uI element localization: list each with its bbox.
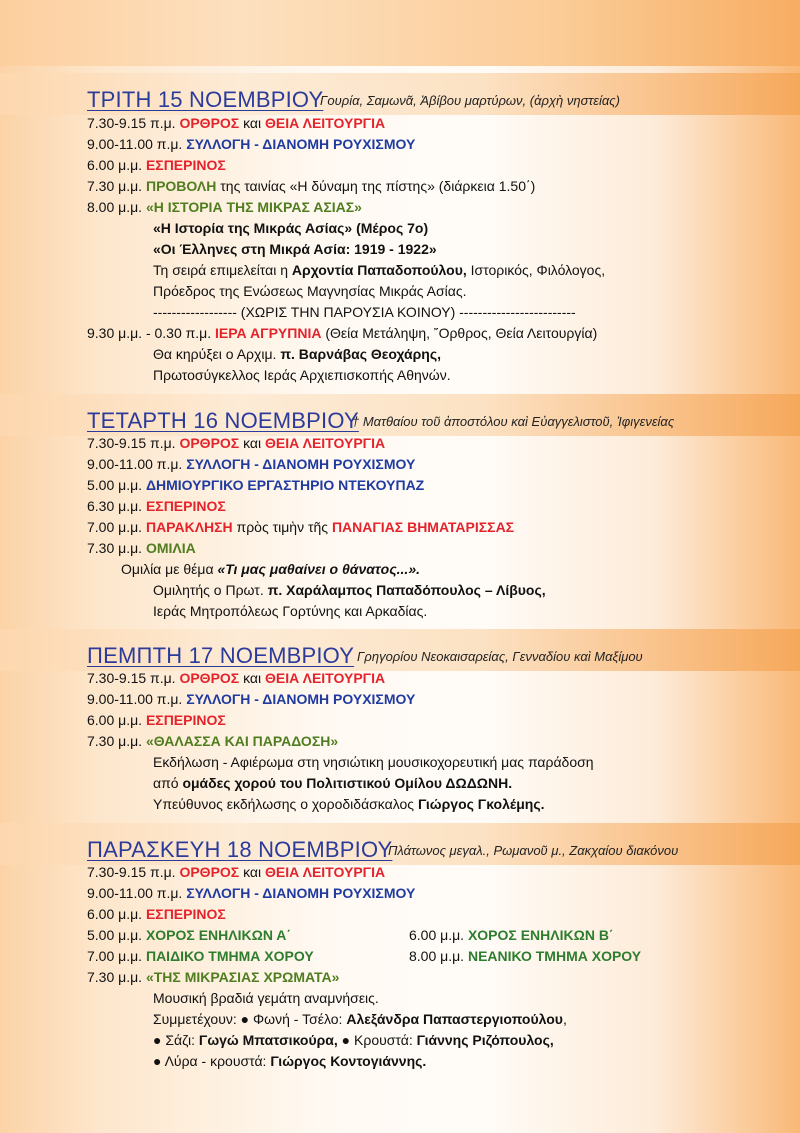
schedule-line: 6.30 μ.μ. ΕΣΠΕΡΙΝΟΣ	[87, 498, 226, 514]
saints-of-day: † Ματθαίου τοῦ ἀποστόλου καὶ Εὐαγγελιστοῦ, Ἰφιγενείας	[352, 414, 675, 429]
day-heading: ΠΕΜΠΤΗ 17 ΝΟΕΜΒΡΙΟΥ	[87, 643, 355, 668]
schedule-line: 9.00-11.00 π.μ. ΣΥΛΛΟΓΗ - ΔΙΑΝΟΜΗ ΡΟΥΧΙΣΜΟΥ	[87, 456, 416, 472]
saints-of-day: Πλάτωνος μεγαλ., Ρωμανοῦ μ., Ζακχαίου διακόνου	[388, 843, 679, 858]
schedule-line-right: 6.00 μ.μ. ΧΟΡΟΣ ΕΝΗΛΙΚΩΝ Β΄	[409, 927, 614, 943]
detail-line: Τη σειρά επιμελείται η Αρχοντία Παπαδοπούλου, Ιστορικός, Φιλόλογος,	[153, 262, 606, 278]
schedule-line: 7.00 μ.μ. ΠΑΙΔΙΚΟ ΤΜΗΜΑ ΧΟΡΟΥ 8.00 μ.μ. ΝΕΑΝΙΚΟ ΤΜΗΜΑ ΧΟΡΟΥ	[87, 946, 777, 967]
schedule-line: 9.00-11.00 π.μ. ΣΥΛΛΟΓΗ - ΔΙΑΝΟΜΗ ΡΟΥΧΙΣΜΟΥ	[87, 691, 416, 707]
detail-line: ● Σάζι: Γωγώ Μπατσικούρα, ● Κρουστά: Γιάννης Ριζόπουλος,	[153, 1032, 554, 1048]
detail-line: Πρόεδρος της Ενώσεως Μαγνησίας Μικράς Ασίας.	[153, 283, 467, 299]
schedule-list	[87, 113, 777, 386]
schedule-list	[87, 862, 777, 1072]
detail-line: ------------------ (ΧΩΡΙΣ ΤΗΝ ΠΑΡΟΥΣΙΑ ΚΟΙΝΟΥ) -------------------------	[153, 304, 576, 320]
detail-line: Πρωτοσύγκελλος Ιεράς Αρχιεπισκοπής Αθηνών.	[153, 367, 451, 383]
schedule-line: 7.30-9.15 π.μ. ΟΡΘΡΟΣ και ΘΕΙΑ ΛΕΙΤΟΥΡΓΙΑ	[87, 864, 386, 880]
schedule-line: 9.30 μ.μ. - 0.30 π.μ. ΙΕΡΑ ΑΓΡΥΠΝΙΑ (Θεία Μετάληψη, ῎Ορθρος, Θεία Λειτουργία)	[87, 325, 598, 341]
detail-line: Υπεύθυνος εκδήλωσης ο χοροδιδάσκαλος Γιώργος Γκολέμης.	[153, 796, 545, 812]
top-band	[0, 0, 800, 66]
detail-line: από ομάδες χορού του Πολιτιστικού Ομίλου ΔΩΔΩΝΗ.	[153, 775, 513, 791]
schedule-line: 9.00-11.00 π.μ. ΣΥΛΛΟΓΗ - ΔΙΑΝΟΜΗ ΡΟΥΧΙΣΜΟΥ	[87, 885, 416, 901]
day-heading: ΤΕΤΑΡΤΗ 16 ΝΟΕΜΒΡΙΟΥ	[87, 408, 359, 433]
schedule-line: 7.30 μ.μ. «ΘΑΛΑΣΣΑ ΚΑΙ ΠΑΡΑΔΟΣΗ»	[87, 733, 339, 749]
schedule-line: 6.00 μ.μ. ΕΣΠΕΡΙΝΟΣ	[87, 906, 226, 922]
schedule-line-right: 8.00 μ.μ. ΝΕΑΝΙΚΟ ΤΜΗΜΑ ΧΟΡΟΥ	[409, 948, 642, 964]
detail-line: Ομιλία με θέμα «Τι μας μαθαίνει ο θάνατος...».	[121, 561, 420, 577]
detail-line: Εκδήλωση - Αφιέρωμα στη νησιώτικη μουσικοχορευτική μας παράδοση	[153, 754, 594, 770]
schedule-line: 7.30 μ.μ. ΟΜΙΛΙΑ	[87, 540, 196, 556]
saints-of-day: Γουρία, Σαμωνᾶ, Ἀβίβου μαρτύρων, (ἀρχὴ νηστείας)	[320, 93, 620, 108]
saints-of-day: Γρηγορίου Νεοκαισαρείας, Γενναδίου καὶ Μαξίμου	[357, 649, 643, 664]
schedule-line: 7.00 μ.μ. ΠΑΡΑΚΛΗΣΗ πρὸς τιμὴν τῆς ΠΑΝΑΓΙΑΣ ΒΗΜΑΤΑΡΙΣΣΑΣ	[87, 519, 515, 535]
schedule-line: 5.00 μ.μ. ΧΟΡΟΣ ΕΝΗΛΙΚΩΝ Α΄ 6.00 μ.μ. ΧΟΡΟΣ ΕΝΗΛΙΚΩΝ Β΄	[87, 925, 777, 946]
schedule-line: 6.00 μ.μ. ΕΣΠΕΡΙΝΟΣ	[87, 712, 226, 728]
schedule-line: 5.00 μ.μ. ΔΗΜΙΟΥΡΓΙΚΟ ΕΡΓΑΣΤΗΡΙΟ ΝΤΕΚΟΥΠΑΖ	[87, 477, 425, 493]
schedule-line: 9.00-11.00 π.μ. ΣΥΛΛΟΓΗ - ΔΙΑΝΟΜΗ ΡΟΥΧΙΣΜΟΥ	[87, 136, 416, 152]
schedule-line: 6.00 μ.μ. ΕΣΠΕΡΙΝΟΣ	[87, 157, 226, 173]
detail-line: «Οι Έλληνες στη Μικρά Ασία: 1919 - 1922»	[153, 241, 437, 257]
detail-line: Ιεράς Μητροπόλεως Γορτύνης και Αρκαδίας.	[153, 603, 428, 619]
detail-line: Συμμετέχουν: ● Φωνή - Τσέλο: Αλεξάνδρα Παπαστεργιοπούλου,	[153, 1011, 567, 1027]
day-heading: ΠΑΡΑΣΚΕΥΗ 18 ΝΟΕΜΒΡΙΟΥ	[87, 837, 393, 862]
detail-line: Θα κηρύξει ο Αρχιμ. π. Βαρνάβας Θεοχάρης,	[153, 346, 442, 362]
detail-line: Ομιλητής ο Πρωτ. π. Χαράλαμπος Παπαδόπουλος – Λίβυος,	[153, 582, 546, 598]
schedule-line: 8.00 μ.μ. «Η ΙΣΤΟΡΙΑ ΤΗΣ ΜΙΚΡΑΣ ΑΣΙΑΣ»	[87, 199, 362, 215]
detail-line: Μουσική βραδιά γεμάτη αναμνήσεις.	[153, 990, 379, 1006]
detail-line: ● Λύρα - κρουστά: Γιώργος Κοντογιάννης.	[153, 1053, 427, 1069]
schedule-line: 7.30 μ.μ. ΠΡΟΒΟΛΗ της ταινίας «Η δύναμη της πίστης» (διάρκεια 1.50΄)	[87, 178, 536, 194]
schedule-line: 7.30-9.15 π.μ. ΟΡΘΡΟΣ και ΘΕΙΑ ΛΕΙΤΟΥΡΓΙΑ	[87, 670, 386, 686]
schedule-line: 7.30 μ.μ. «ΤΗΣ ΜΙΚΡΑΣΙΑΣ ΧΡΩΜΑΤΑ»	[87, 969, 340, 985]
detail-line: «Η Ιστορία της Μικράς Ασίας» (Μέρος 7ο)	[153, 220, 429, 236]
schedule-list	[87, 433, 777, 622]
day-heading: ΤΡΙΤΗ 15 ΝΟΕΜΒΡΙΟΥ	[87, 87, 324, 112]
schedule-line: 7.30-9.15 π.μ. ΟΡΘΡΟΣ και ΘΕΙΑ ΛΕΙΤΟΥΡΓΙΑ	[87, 115, 386, 131]
schedule-list	[87, 668, 777, 815]
schedule-line: 7.30-9.15 π.μ. ΟΡΘΡΟΣ και ΘΕΙΑ ΛΕΙΤΟΥΡΓΙΑ	[87, 435, 386, 451]
